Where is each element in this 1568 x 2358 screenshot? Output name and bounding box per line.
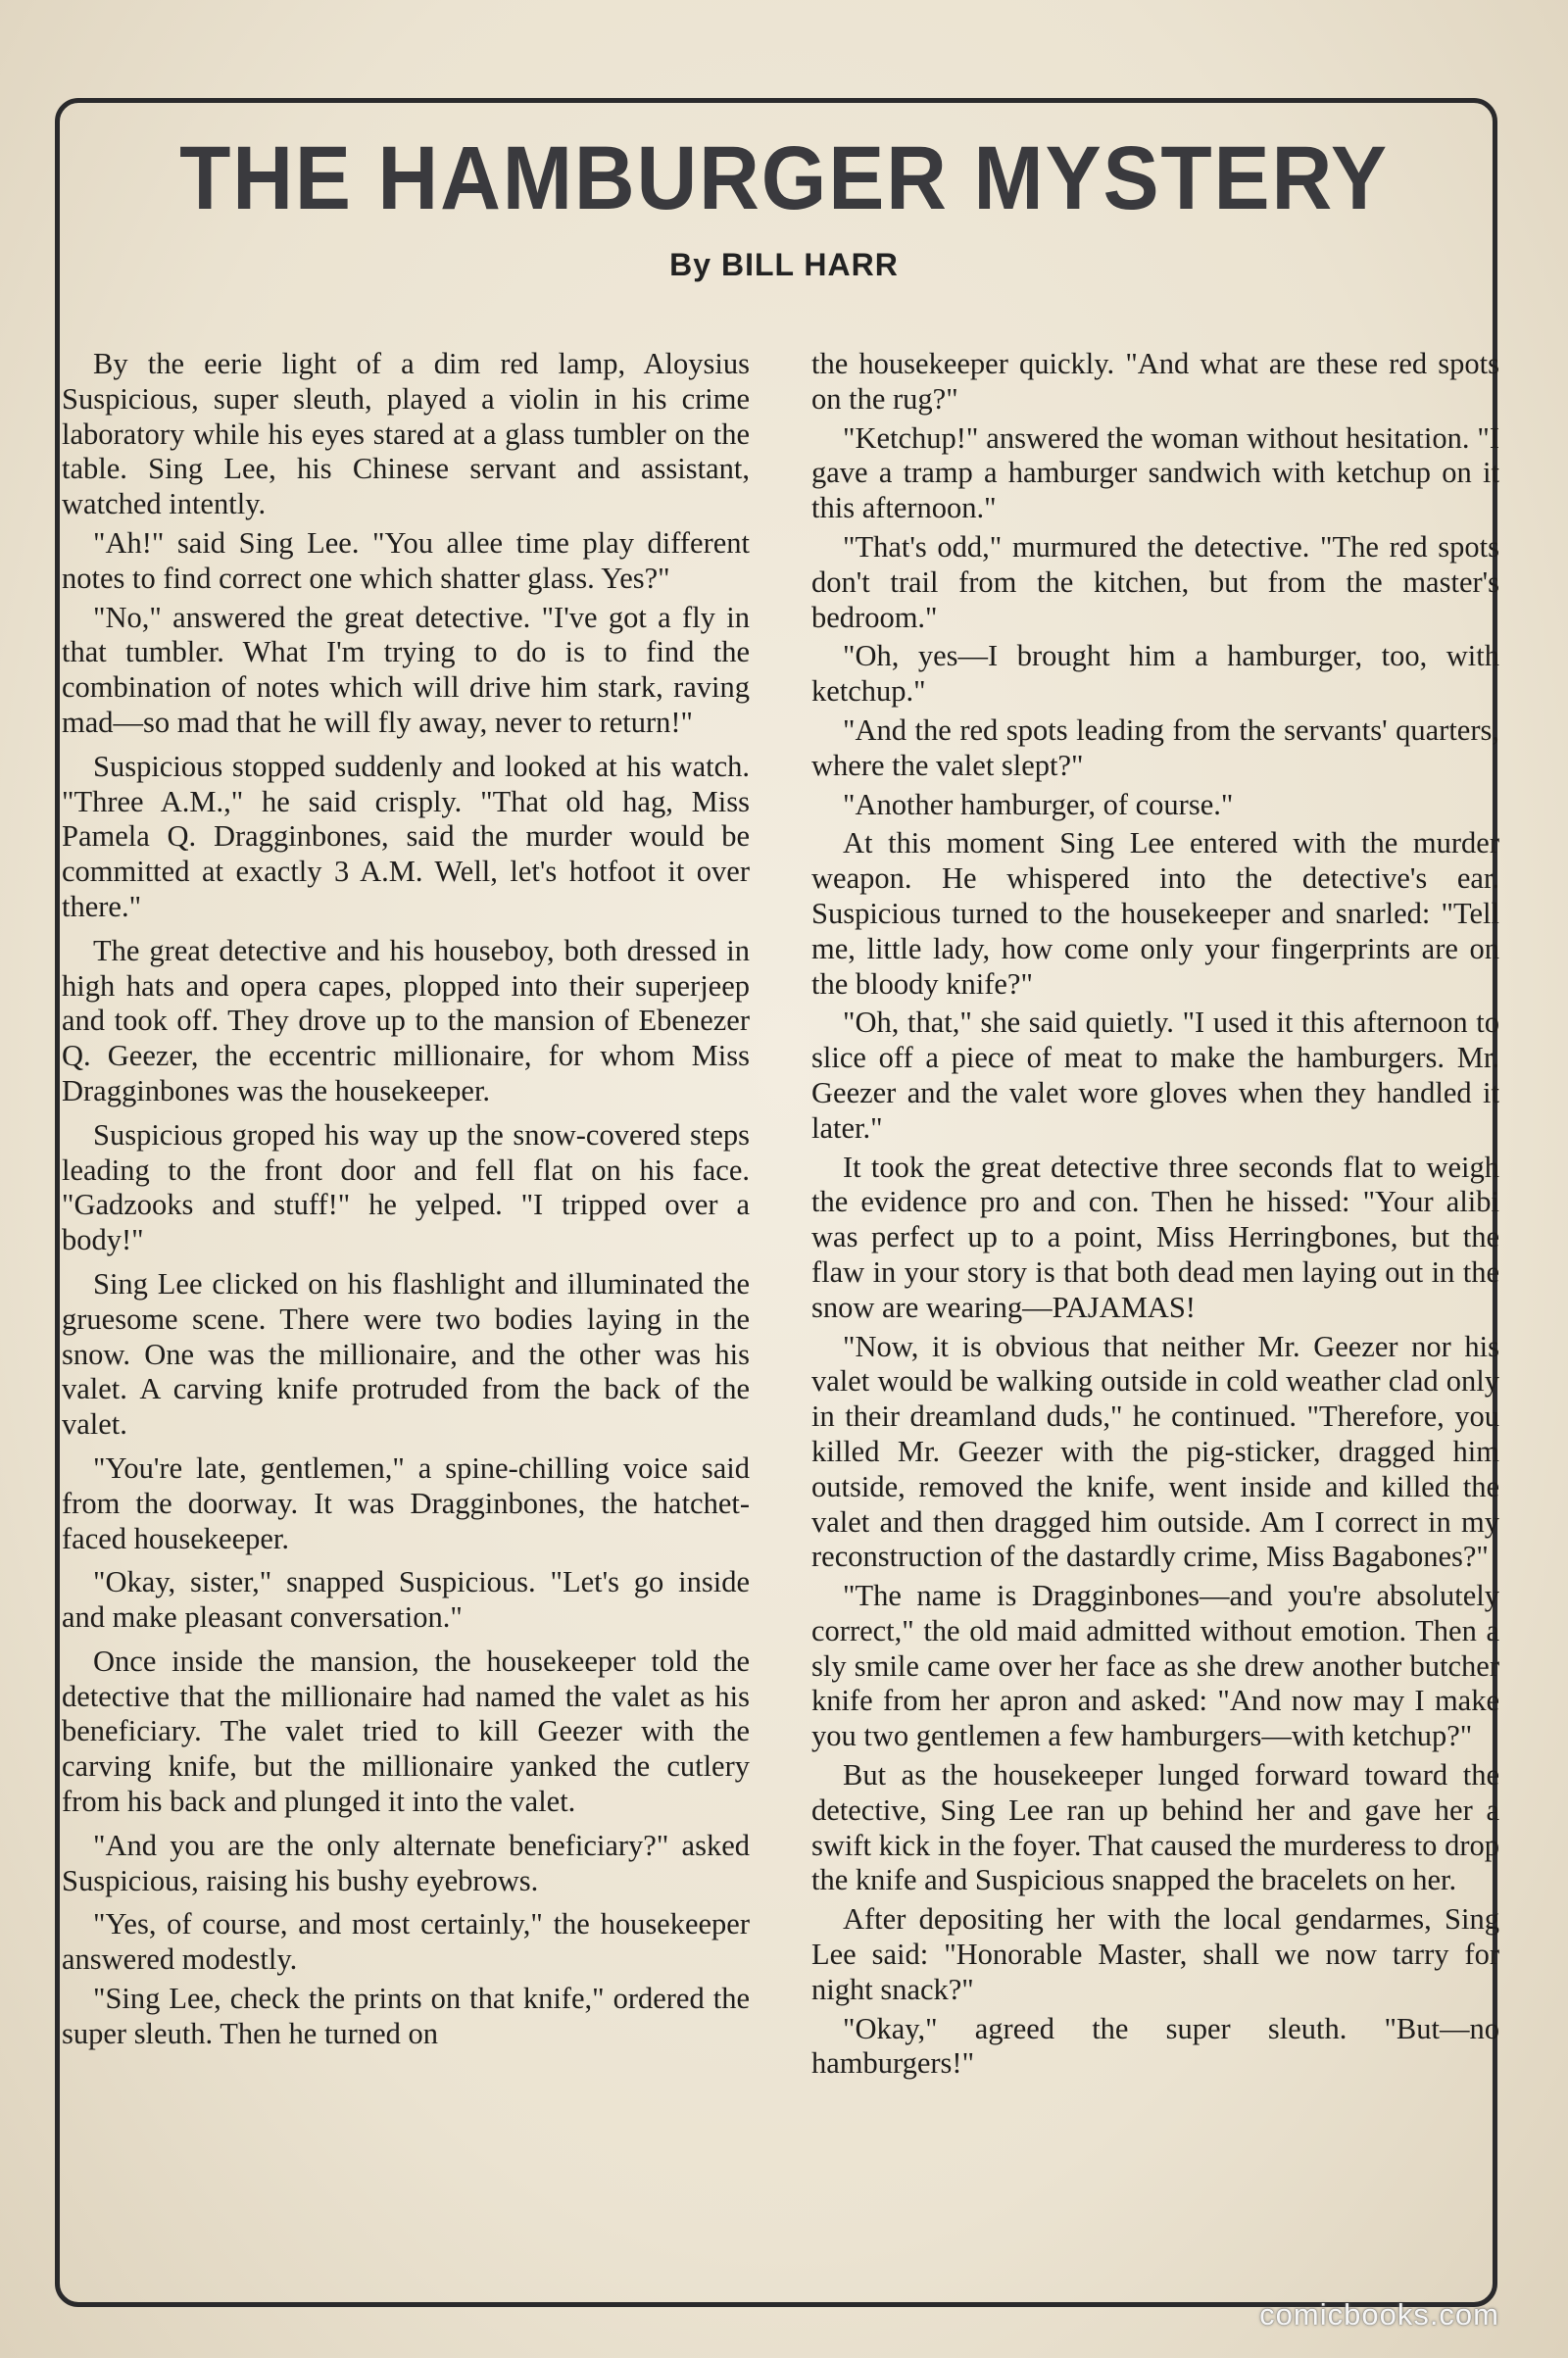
paragraph: "The name is Dragginbones—and you're absolutely correct," the old maid admitted without emotion. Then a sly smile came over her face as she drew another butcher knife from her apron and asked: "And now may I make you two gentlemen a few hamburgers—with ketchup?" [811,1579,1499,1753]
story-column-left [62,347,750,2056]
paragraph: At this moment Sing Lee entered with the murder weapon. He whispered into the detective's ear. Suspicious turned to the housekeeper and snarled: "Tell me, little lady, how come only your fingerprints are on the bloody knife?" [811,826,1499,1001]
paragraph: "Yes, of course, and most certainly," the housekeeper answered modestly. [62,1907,750,1977]
paragraph: "And you are the only alternate beneficiary?" asked Suspicious, raising his bushy eyebrows. [62,1828,750,1897]
paragraph: It took the great detective three seconds flat to weigh the evidence pro and con. Then he hissed: "Your alibi was perfect up to a point, Miss Herringbones, but the flaw in your story is that both dead men laying out in the snow are wearing—PAJAMAS! [811,1150,1499,1324]
paragraph: "And the red spots leading from the servants' quarters, where the valet slept?" [811,712,1499,782]
paragraph: The great detective and his houseboy, both dressed in high hats and opera capes, plopped into their superjeep and took off. They drove up to the mansion of Ebenezer Q. Geezer, the eccentric millionaire, for whom Miss Dragginbones was the housekeeper. [62,933,750,1107]
story-byline: By BILL HARR [669,247,899,282]
story-title: THE HAMBURGER MYSTERY [179,128,1389,228]
paragraph: Sing Lee clicked on his flashlight and illuminated the gruesome scene. There were two bodies laying in the snow. One was the millionaire, and the other was his valet. A carving knife protruded from the back of the valet. [62,1266,750,1442]
paragraph: "Okay, sister," snapped Suspicious. "Let's go inside and make pleasant conversation." [62,1565,750,1635]
paragraph: "Ketchup!" answered the woman without hesitation. "I gave a tramp a hamburger sandwich with ketchup on it this afternoon." [811,420,1499,525]
story-column-right [811,347,1499,2086]
paragraph: "Another hamburger, of course." [843,787,1234,821]
paragraph: "That's odd," murmured the detective. "The red spots don't trail from the kitchen, but from the master's bedroom." [811,529,1499,634]
paragraph: After depositing her with the local gendarmes, Sing Lee said: "Honorable Master, shall we now tarry for night snack?" [811,1902,1499,2006]
paragraph: the housekeeper quickly. "And what are these red spots on the rug?" [811,347,1499,416]
paragraph: "You're late, gentlemen," a spine-chilling voice said from the doorway. It was Dragginbones, the hatchet-faced housekeeper. [62,1450,750,1555]
paragraph: "Sing Lee, check the prints on that knife," ordered the super sleuth. Then he turned on [62,1982,750,2050]
paragraph: "Oh, that," she said quietly. "I used it this afternoon to slice off a piece of meat to make the hamburgers. Mr. Geezer and the valet wore gloves when they handled it later." [811,1006,1499,1145]
site-watermark: comicbooks.com [1259,2297,1499,2332]
paragraph: "Now, it is obvious that neither Mr. Geezer nor his valet would be walking outside in cold weather clad only in their dreamland duds," he continued. "Therefore, you killed Mr. Geezer with the pig-sticker, dragged him outside, removed the knife, went inside and killed the valet and then dragged him outside. Am I correct in my reconstruction of the dastardly crime, Miss Bagabones?" [811,1329,1499,1574]
paragraph: By the eerie light of a dim red lamp, Aloysius Suspicious, super sleuth, played a violin in his crime laboratory while his eyes stared at a glass tumbler on the table. Sing Lee, his Chinese servant and assistant, watched intently. [62,347,750,521]
paragraph: But as the housekeeper lunged forward toward the detective, Sing Lee ran up behind her and gave her a swift kick in the foyer. That caused the murderess to drop the knife and Suspicious snapped the bracelets on her. [811,1758,1499,1897]
paragraph: Once inside the mansion, the housekeeper told the detective that the millionaire had named the valet as his beneficiary. The valet tried to kill Geezer with the carving knife, but the millionaire yanked the cutlery from his back and plunged it into the valet. [62,1644,750,1819]
paragraph: Suspicious stopped suddenly and looked at his watch. "Three A.M.," he said crisply. "That old hag, Miss Pamela Q. Dragginbones, said the murder would be committed at exactly 3 A.M. Well, let's hotfoot it over there." [62,749,750,923]
paragraph: "Okay," agreed the super sleuth. "But—no hamburgers!" [811,2011,1499,2081]
paragraph: "Oh, yes—I brought him a hamburger, too, with ketchup." [811,639,1499,709]
paragraph: Suspicious groped his way up the snow-covered steps leading to the front door and fell flat on his face. "Gadzooks and stuff!" he yelped. "I tripped over a body!" [62,1117,750,1257]
paragraph: "Ah!" said Sing Lee. "You allee time play different notes to find correct one which shatter glass. Yes?" [62,525,750,595]
paragraph: "No," answered the great detective. "I've got a fly in that tumbler. What I'm trying to do is to find the combination of notes which will drive him stark, raving mad—so mad that he will fly away, never to return!" [62,600,750,739]
